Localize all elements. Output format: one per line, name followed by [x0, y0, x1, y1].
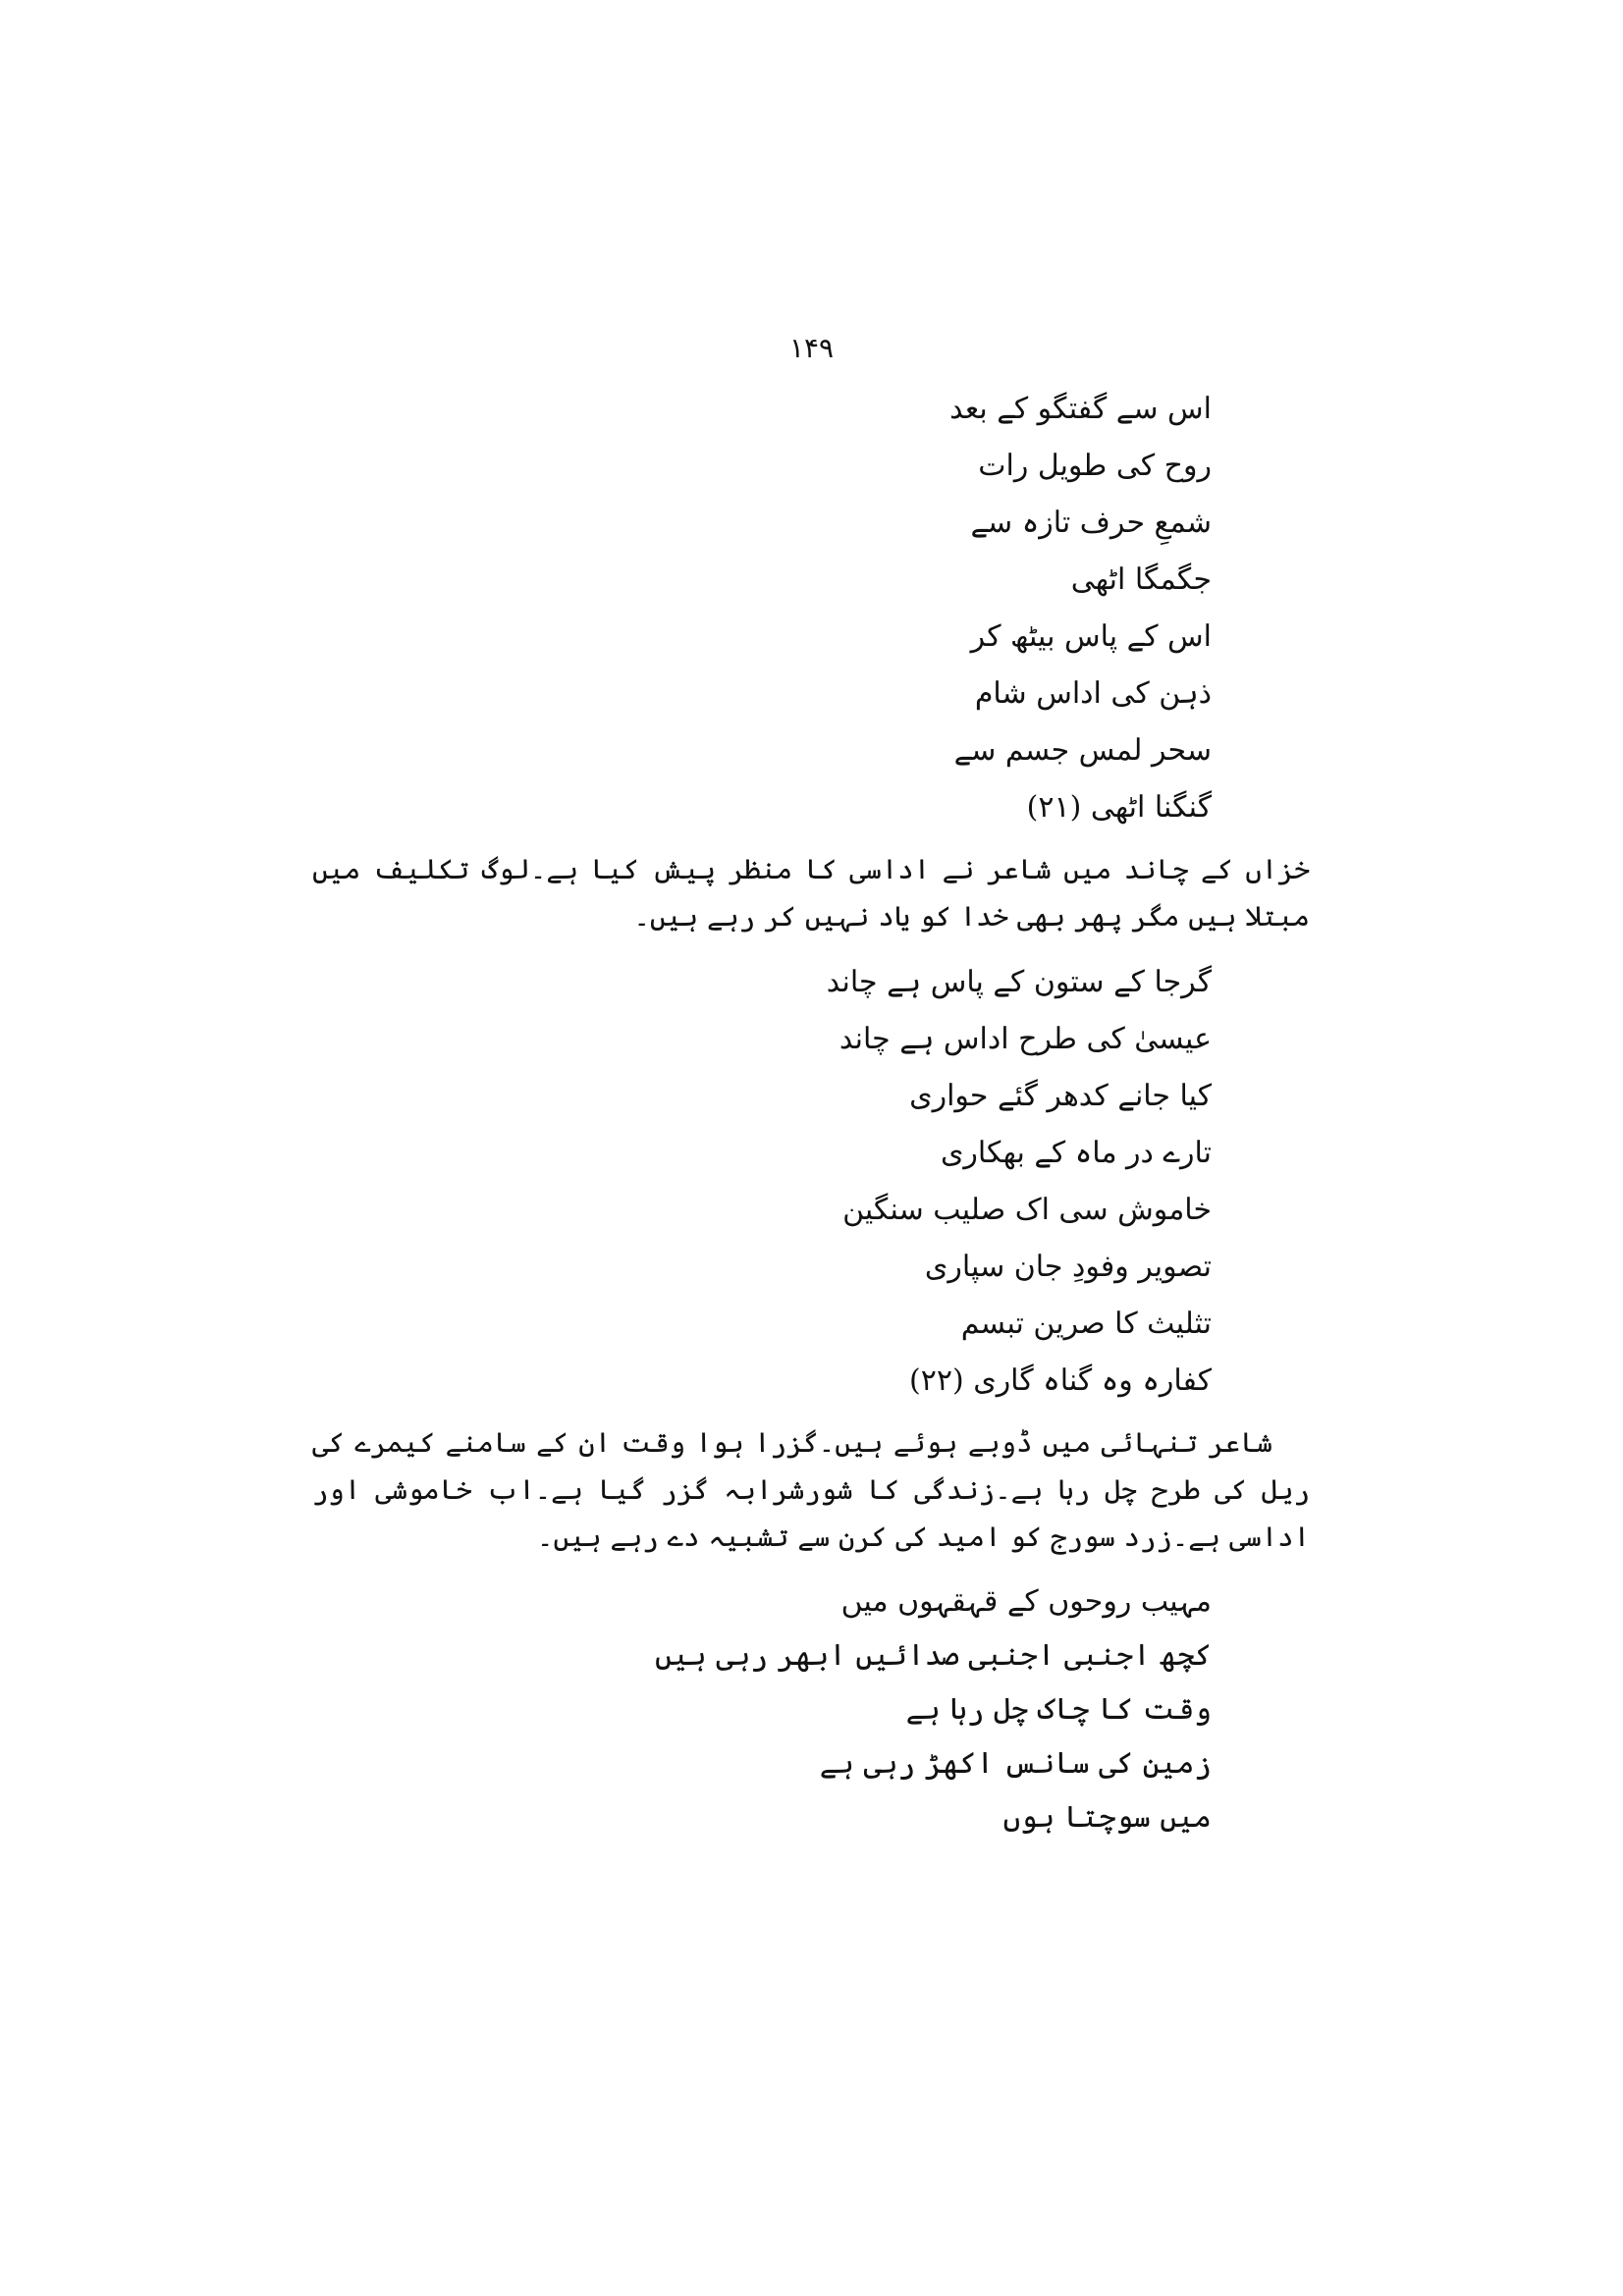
poem-line: اس کے پاس بیٹھ کر	[970, 619, 1212, 654]
poem-line: تارے در ماہ کے بھکاری	[940, 1136, 1212, 1170]
commentary-paragraph: شاعر تنہائی میں ڈوبے ہوئے ہیں۔گزرا ہوا وقت ان کے سامنے کیمرے کی ریل کی طرح چل رہا ہے۔زندگی کا شورشرابہ گزر گیا ہے۔اب خاموشی اور اداسی ہے۔زرد سورج کو امید کی کرن سے تشبیہ دے رہے ہیں۔	[312, 1426, 1310, 1553]
poem-line: مہیب روحوں کے قہقہوں میں	[840, 1584, 1212, 1619]
poem-line: سحر لمس جسم سے	[953, 733, 1212, 768]
poem-excerpt-21	[312, 381, 1212, 836]
poem-line: کیا جانے کدھر گئے حواری	[909, 1079, 1212, 1113]
poem-line: گنگنا اٹھی (۲۱)	[1026, 790, 1212, 825]
poem-line: جگمگا اٹھی	[1070, 562, 1212, 597]
poem-line: روح کی طویل رات	[978, 449, 1212, 483]
poem-line: تصویر وفودِ جان سپاری	[924, 1250, 1212, 1284]
poem-excerpt-23	[312, 1575, 1212, 1844]
poem-line: عیسیٰ کی طرح اداس ہے چاند	[839, 1022, 1212, 1056]
poem-line: گرجا کے ستون کے پاس ہے چاند	[826, 965, 1212, 999]
poem-line: وقت کا چاک چل رہا ہے	[905, 1692, 1212, 1727]
poem-line: کفارہ وہ گناہ گاری (۲۲)	[909, 1363, 1212, 1398]
poem-line: خاموش سی اک صلیب سنگین	[842, 1193, 1212, 1227]
page-body	[312, 381, 1310, 1844]
poem-line: میں سوچتا ہوں	[1002, 1800, 1212, 1835]
poem-line: شمعِ حرف تازہ سے	[970, 506, 1212, 540]
poem-line: کچھ اجنبی اجنبی صدائیں ابھر رہی ہیں	[655, 1638, 1212, 1673]
poem-line: اس سے گفتگو کے بعد	[949, 392, 1212, 426]
poem-excerpt-22	[312, 954, 1212, 1410]
commentary-paragraph: خزاں کے چاند میں شاعر نے اداسی کا منظر پیش کیا ہے۔لوگ تکلیف میں مبتلا ہیں مگر پھر بھی خدا کو یاد نہیں کر رہے ہیں۔	[312, 853, 1310, 933]
page-number: ۱۴۹	[788, 332, 835, 364]
poem-line: ذہن کی اداس شام	[974, 676, 1212, 711]
poem-line: زمین کی سانس اکھڑ رہی ہے	[819, 1746, 1212, 1781]
poem-line: تثلیث کا صرین تبسم	[960, 1307, 1212, 1341]
